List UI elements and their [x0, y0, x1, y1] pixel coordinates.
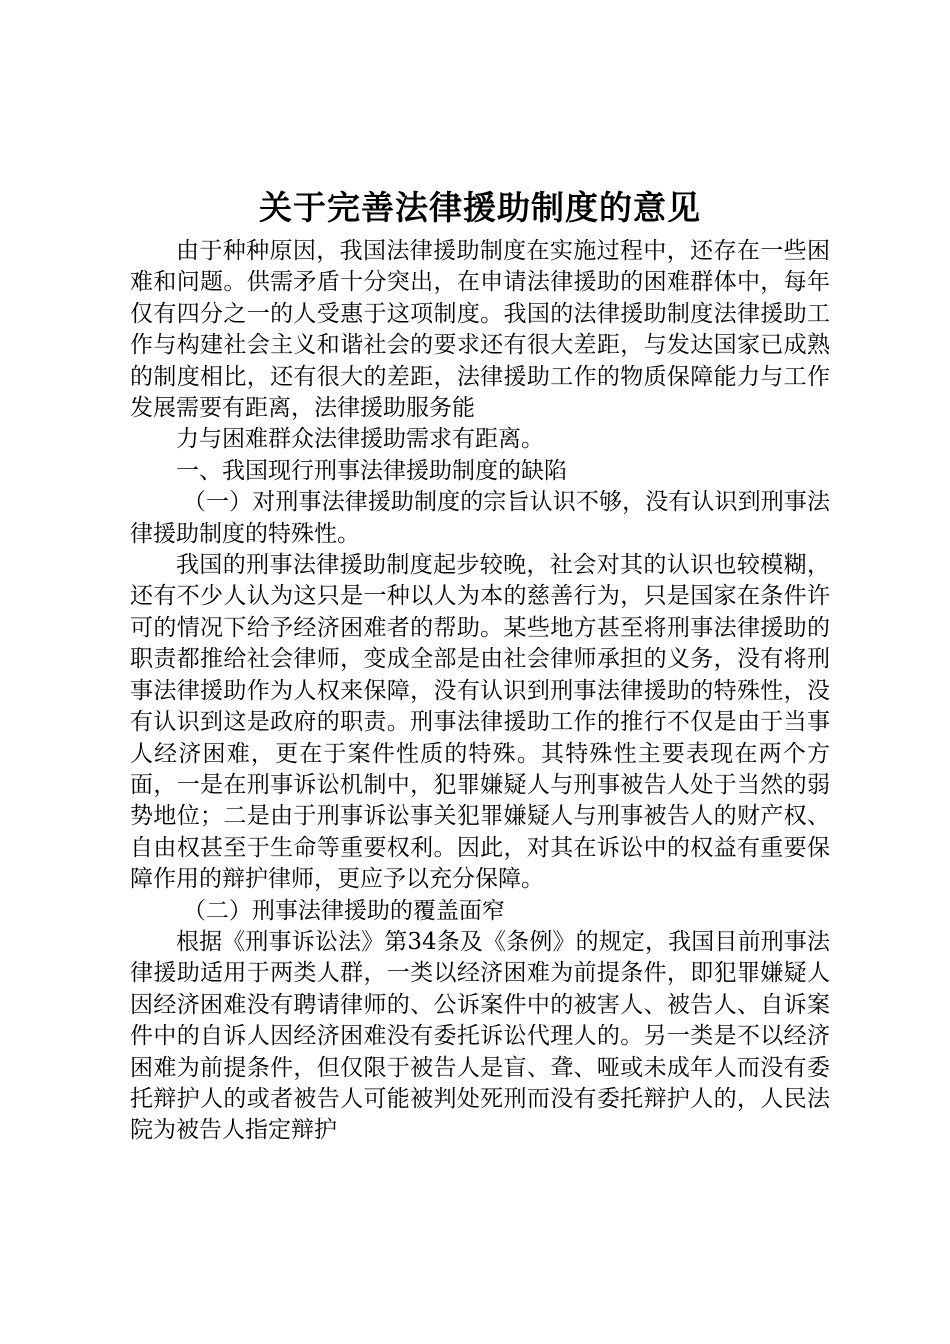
subsection-heading-2: （二）刑事法律援助的覆盖面窄	[182, 897, 505, 924]
section-heading-1: 一、我国现行刑事法律援助制度的缺陷	[176, 457, 567, 484]
subsection-heading-1: （一）对刑事法律援助制度的宗旨认识不够，没有认识到刑事法律援助制度的特殊性。	[130, 489, 830, 547]
document-page	[130, 186, 830, 1147]
paragraph-intro-continued: 力与困难群众法律援助需求有距离。	[176, 426, 544, 453]
paragraph-intro: 由于种种原因，我国法律援助制度在实施过程中，还存在一些困难和问题。供需矛盾十分突出，在申请法律援助的困难群体中，每年仅有四分之一的人受惠于这项制度。我国的法律援助制度法律援助工作与构建社会主义和谐社会的要求还有很大差距，与发达国家已成熟的制度相比，还有很大的差距，法律援助工作的物质保障能力与工作发展需要有距离，法律援助服务能	[130, 238, 830, 422]
document-title: 关于完善法律援助制度的意见	[259, 188, 701, 227]
paragraph-body-1: 我国的刑事法律援助制度起步较晚，社会对其的认识也较模糊，还有不少人认为这只是一种以人为本的慈善行为，只是国家在条件许可的情况下给予经济困难者的帮助。某些地方甚至将刑事法律援助的职责都推给社会律师，变成全部是由社会律师承担的义务，没有将刑事法律援助作为人权来保障，没有认识到刑事法律援助的特殊性，没有认识到这是政府的职责。刑事法律援助工作的推行不仅是由于当事人经济困难，更在于案件性质的特殊。其特殊性主要表现在两个方面，一是在刑事诉讼机制中，犯罪嫌疑人与刑事被告人处于当然的弱势地位；二是由于刑事诉讼事关犯罪嫌疑人与刑事被告人的财产权、自由权甚至于生命等重要权利。因此，对其在诉讼中的权益有重要保障作用的辩护律师，更应予以充分保障。	[130, 552, 830, 893]
paragraph-body-2: 根据《刑事诉讼法》第34条及《条例》的规定，我国目前刑事法律援助适用于两类人群，一类以经济困难为前提条件，即犯罪嫌疑人因经济困难没有聘请律师的、公诉案件中的被害人、被告人、自诉案件中的自诉人因经济困难没有委托诉讼代理人的。另一类是不以经济困难为前提条件，但仅限于被告人是盲、聋、哑或未成年人而没有委托辩护人的或者被告人可能被判处死刑而没有委托辩护人的，人民法院为被告人指定辩护	[130, 928, 830, 1144]
